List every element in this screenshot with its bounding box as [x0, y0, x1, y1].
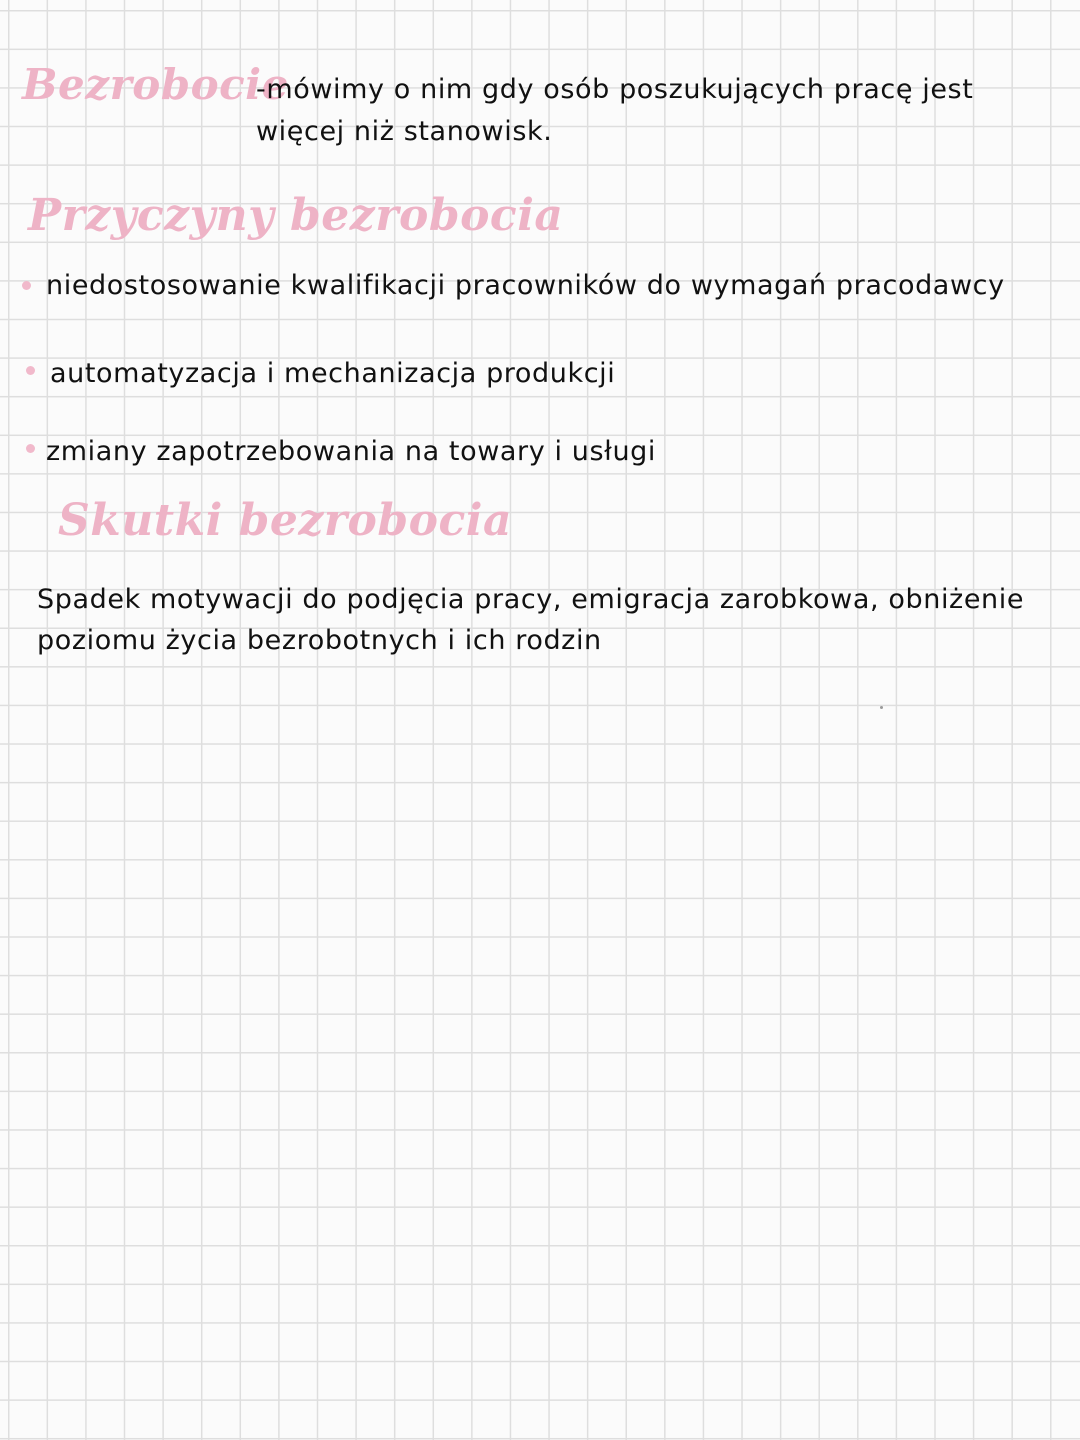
paper-speck: [880, 706, 883, 709]
cause-item-3: zmiany zapotrzebowania na towary i usługi: [46, 436, 656, 467]
definition-line-1: -mówimy o nim gdy osób poszukujących pracę jest: [256, 74, 974, 105]
bullet-icon: [22, 281, 31, 290]
effects-line-1: Spadek motywacji do podjęcia pracy, emigracja zarobkowa, obniżenie: [37, 584, 1025, 615]
effects-line-2: poziomu życia bezrobotnych i ich rodzin: [37, 625, 602, 656]
bullet-icon: [26, 366, 35, 375]
cause-item-1: niedostosowanie kwalifikacji pracowników do wymagań pracodawcy: [46, 270, 1005, 301]
cause-item-2: automatyzacja i mechanizacja produkcji: [50, 358, 616, 389]
definition-line-2: więcej niż stanowisk.: [256, 116, 553, 147]
causes-heading: Przyczyny bezrobocia: [28, 190, 564, 241]
bullet-icon: [26, 444, 35, 453]
effects-heading: Skutki bezrobocia: [58, 495, 512, 546]
term-heading: Bezrobocie: [22, 60, 289, 109]
